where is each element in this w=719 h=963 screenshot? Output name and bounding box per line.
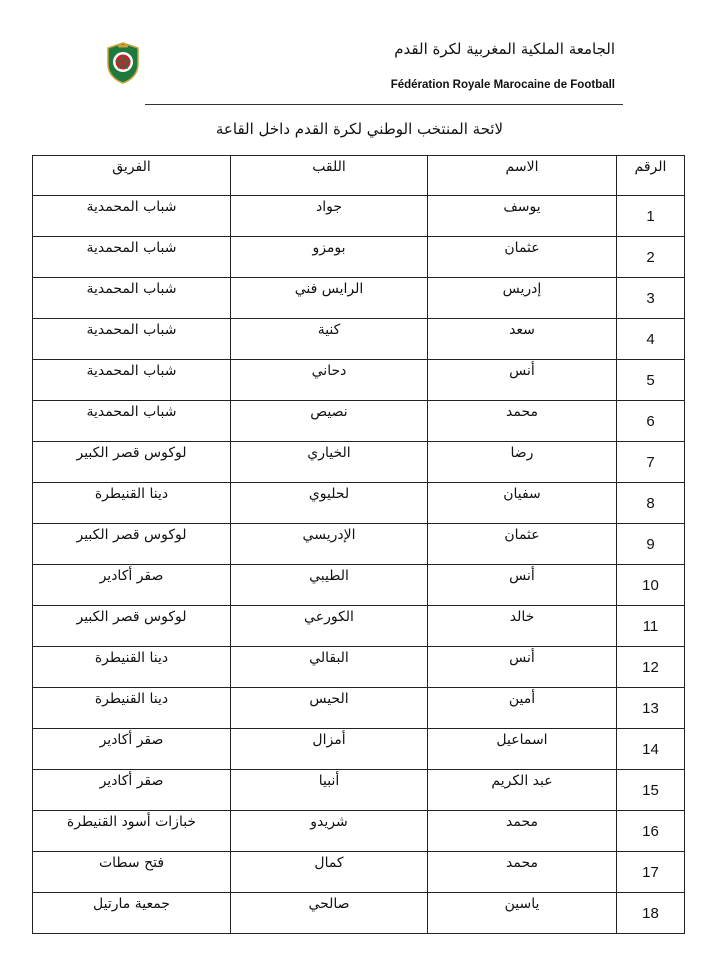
table-row — [33, 524, 685, 565]
cell-team: شباب المحمدية — [33, 196, 231, 237]
roster-table — [32, 155, 685, 934]
cell-team: صقر أكادير — [33, 565, 231, 606]
org-name-french: Fédération Royale Marocaine de Football — [390, 79, 615, 91]
table-row — [33, 442, 685, 483]
cell-first-name: إدريس — [428, 278, 617, 319]
cell-last-name: الإدريسي — [231, 524, 428, 565]
cell-first-name: أمين — [428, 688, 617, 729]
cell-first-name: عبد الكريم — [428, 770, 617, 811]
cell-number: 15 — [617, 770, 685, 811]
header-divider — [145, 104, 623, 105]
cell-number: 2 — [617, 237, 685, 278]
cell-team: شباب المحمدية — [33, 278, 231, 319]
cell-number: 5 — [617, 360, 685, 401]
column-header-last-name: اللقب — [231, 156, 428, 196]
cell-team: صقر أكادير — [33, 770, 231, 811]
cell-number: 12 — [617, 647, 685, 688]
cell-first-name: سعد — [428, 319, 617, 360]
cell-team: صقر أكادير — [33, 729, 231, 770]
cell-team: خبازات أسود القنيطرة — [33, 811, 231, 852]
cell-number: 16 — [617, 811, 685, 852]
cell-first-name: عثمان — [428, 237, 617, 278]
column-header-first-name: الاسم — [428, 156, 617, 196]
table-row — [33, 565, 685, 606]
cell-number: 6 — [617, 401, 685, 442]
cell-last-name: أنبيا — [231, 770, 428, 811]
table-row — [33, 811, 685, 852]
cell-last-name: الرايس فني — [231, 278, 428, 319]
cell-last-name: بومزو — [231, 237, 428, 278]
table-row — [33, 770, 685, 811]
cell-number: 3 — [617, 278, 685, 319]
cell-team: دينا القنيطرة — [33, 688, 231, 729]
cell-number: 4 — [617, 319, 685, 360]
cell-last-name: نصيص — [231, 401, 428, 442]
cell-team: لوكوس قصر الكبير — [33, 442, 231, 483]
cell-first-name: يوسف — [428, 196, 617, 237]
table-row — [33, 893, 685, 934]
document-title: لائحة المنتخب الوطني لكرة القدم داخل القاعة — [215, 120, 504, 138]
cell-team: شباب المحمدية — [33, 360, 231, 401]
table-row — [33, 196, 685, 237]
cell-last-name: شريدو — [231, 811, 428, 852]
table-row — [33, 360, 685, 401]
cell-first-name: أنس — [428, 360, 617, 401]
logo — [105, 42, 141, 84]
cell-team: فتح سطات — [33, 852, 231, 893]
cell-first-name: محمد — [428, 401, 617, 442]
cell-last-name: الحيس — [231, 688, 428, 729]
cell-number: 18 — [617, 893, 685, 934]
cell-first-name: خالد — [428, 606, 617, 647]
table-row — [33, 483, 685, 524]
cell-number: 8 — [617, 483, 685, 524]
cell-last-name: كنية — [231, 319, 428, 360]
cell-first-name: أنس — [428, 565, 617, 606]
cell-team: شباب المحمدية — [33, 319, 231, 360]
cell-number: 17 — [617, 852, 685, 893]
cell-last-name: كمال — [231, 852, 428, 893]
table-header-row — [33, 156, 685, 196]
cell-last-name: البقالي — [231, 647, 428, 688]
cell-team: دينا القنيطرة — [33, 483, 231, 524]
table-body — [33, 196, 685, 934]
table-row — [33, 729, 685, 770]
cell-last-name: أمزال — [231, 729, 428, 770]
table-row — [33, 688, 685, 729]
table-row — [33, 401, 685, 442]
cell-last-name: الكورعي — [231, 606, 428, 647]
cell-number: 14 — [617, 729, 685, 770]
cell-first-name: محمد — [428, 811, 617, 852]
column-header-team: الفريق — [33, 156, 231, 196]
cell-first-name: أنس — [428, 647, 617, 688]
table-row — [33, 237, 685, 278]
cell-number: 1 — [617, 196, 685, 237]
cell-team: لوكوس قصر الكبير — [33, 606, 231, 647]
cell-last-name: صالحي — [231, 893, 428, 934]
table-row — [33, 647, 685, 688]
table-row — [33, 278, 685, 319]
cell-number: 11 — [617, 606, 685, 647]
cell-team: شباب المحمدية — [33, 237, 231, 278]
table-row — [33, 319, 685, 360]
cell-last-name: جواد — [231, 196, 428, 237]
cell-team: جمعية مارتيل — [33, 893, 231, 934]
cell-team: لوكوس قصر الكبير — [33, 524, 231, 565]
cell-last-name: الخياري — [231, 442, 428, 483]
cell-team: شباب المحمدية — [33, 401, 231, 442]
cell-team: دينا القنيطرة — [33, 647, 231, 688]
cell-first-name: اسماعيل — [428, 729, 617, 770]
frmf-crest-icon — [105, 42, 141, 84]
cell-number: 13 — [617, 688, 685, 729]
table-row — [33, 852, 685, 893]
cell-number: 10 — [617, 565, 685, 606]
cell-last-name: لحليوي — [231, 483, 428, 524]
cell-last-name: الطيبي — [231, 565, 428, 606]
cell-number: 9 — [617, 524, 685, 565]
cell-first-name: محمد — [428, 852, 617, 893]
cell-first-name: رضا — [428, 442, 617, 483]
column-header-number: الرقم — [617, 156, 685, 196]
cell-number: 7 — [617, 442, 685, 483]
cell-first-name: ياسين — [428, 893, 617, 934]
org-name-arabic: الجامعة الملكية المغربية لكرة القدم — [394, 40, 615, 58]
cell-first-name: سفيان — [428, 483, 617, 524]
cell-last-name: دحاني — [231, 360, 428, 401]
table-row — [33, 606, 685, 647]
cell-first-name: عثمان — [428, 524, 617, 565]
